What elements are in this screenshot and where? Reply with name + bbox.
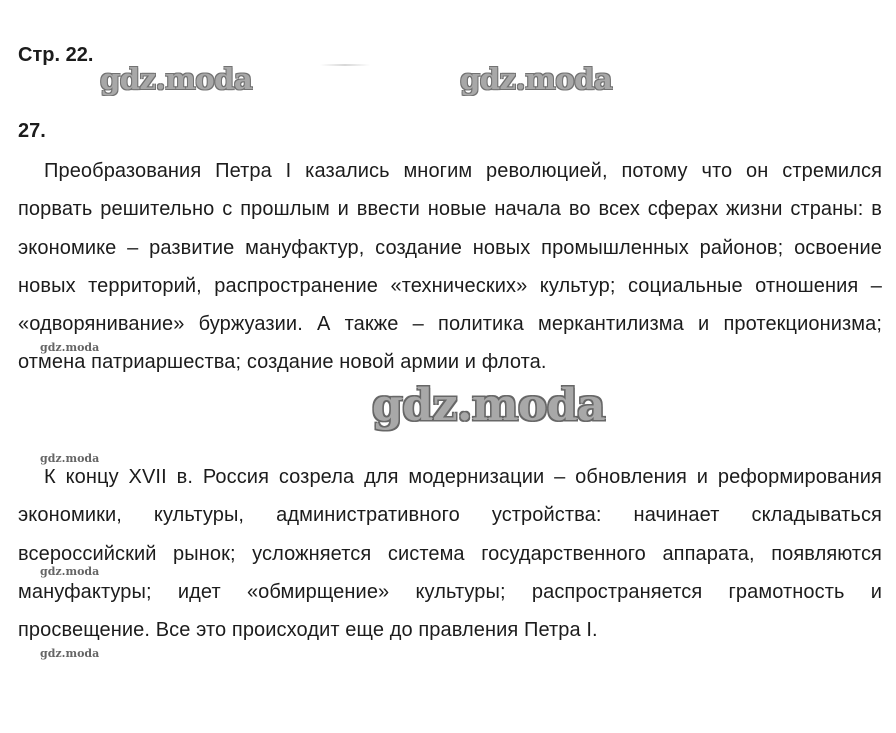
watermark-top-left: gdz.moda <box>100 62 253 96</box>
watermark-small-2: gdz.moda <box>40 452 100 465</box>
watermark-small-1: gdz.moda <box>40 341 100 354</box>
page-label: Стр. 22. <box>18 44 94 66</box>
answer-paragraph-1: Преобразования Петра I казались многим революцией, потому что он стремился порвать решительно с прошлым и ввести новые начала во всех сферах жизни страны: в экономике – развитие мануфактур, создание новых промышленных районов; освоение новых территорий, распространение «технических» культур; социальные отношения – «одворянивание» буржуазии. А также – политика меркантилизма и протекционизма; отмена патриаршества; создание новой армии и флота. <box>18 160 882 374</box>
watermark-center: gdz.moda <box>372 380 606 431</box>
answer-paragraph-2: К концу XVII в. Россия созрела для модернизации – обновления и реформирования экономики, культуры, административного устройства: начинает складываться всероссийский рынок; усложняется система государственного аппарата, появляются мануфактуры; идет «обмирщение» культуры; распространяется грамотность и просвещение. Все это происходит еще до правления Петра I. <box>18 466 882 642</box>
watermark-small-4: gdz.moda <box>40 647 100 660</box>
task-number: 27. <box>18 120 46 142</box>
watermark-top-right: gdz.moda <box>460 62 613 96</box>
watermark-small-3: gdz.moda <box>40 565 100 578</box>
scan-artifact <box>320 64 370 66</box>
